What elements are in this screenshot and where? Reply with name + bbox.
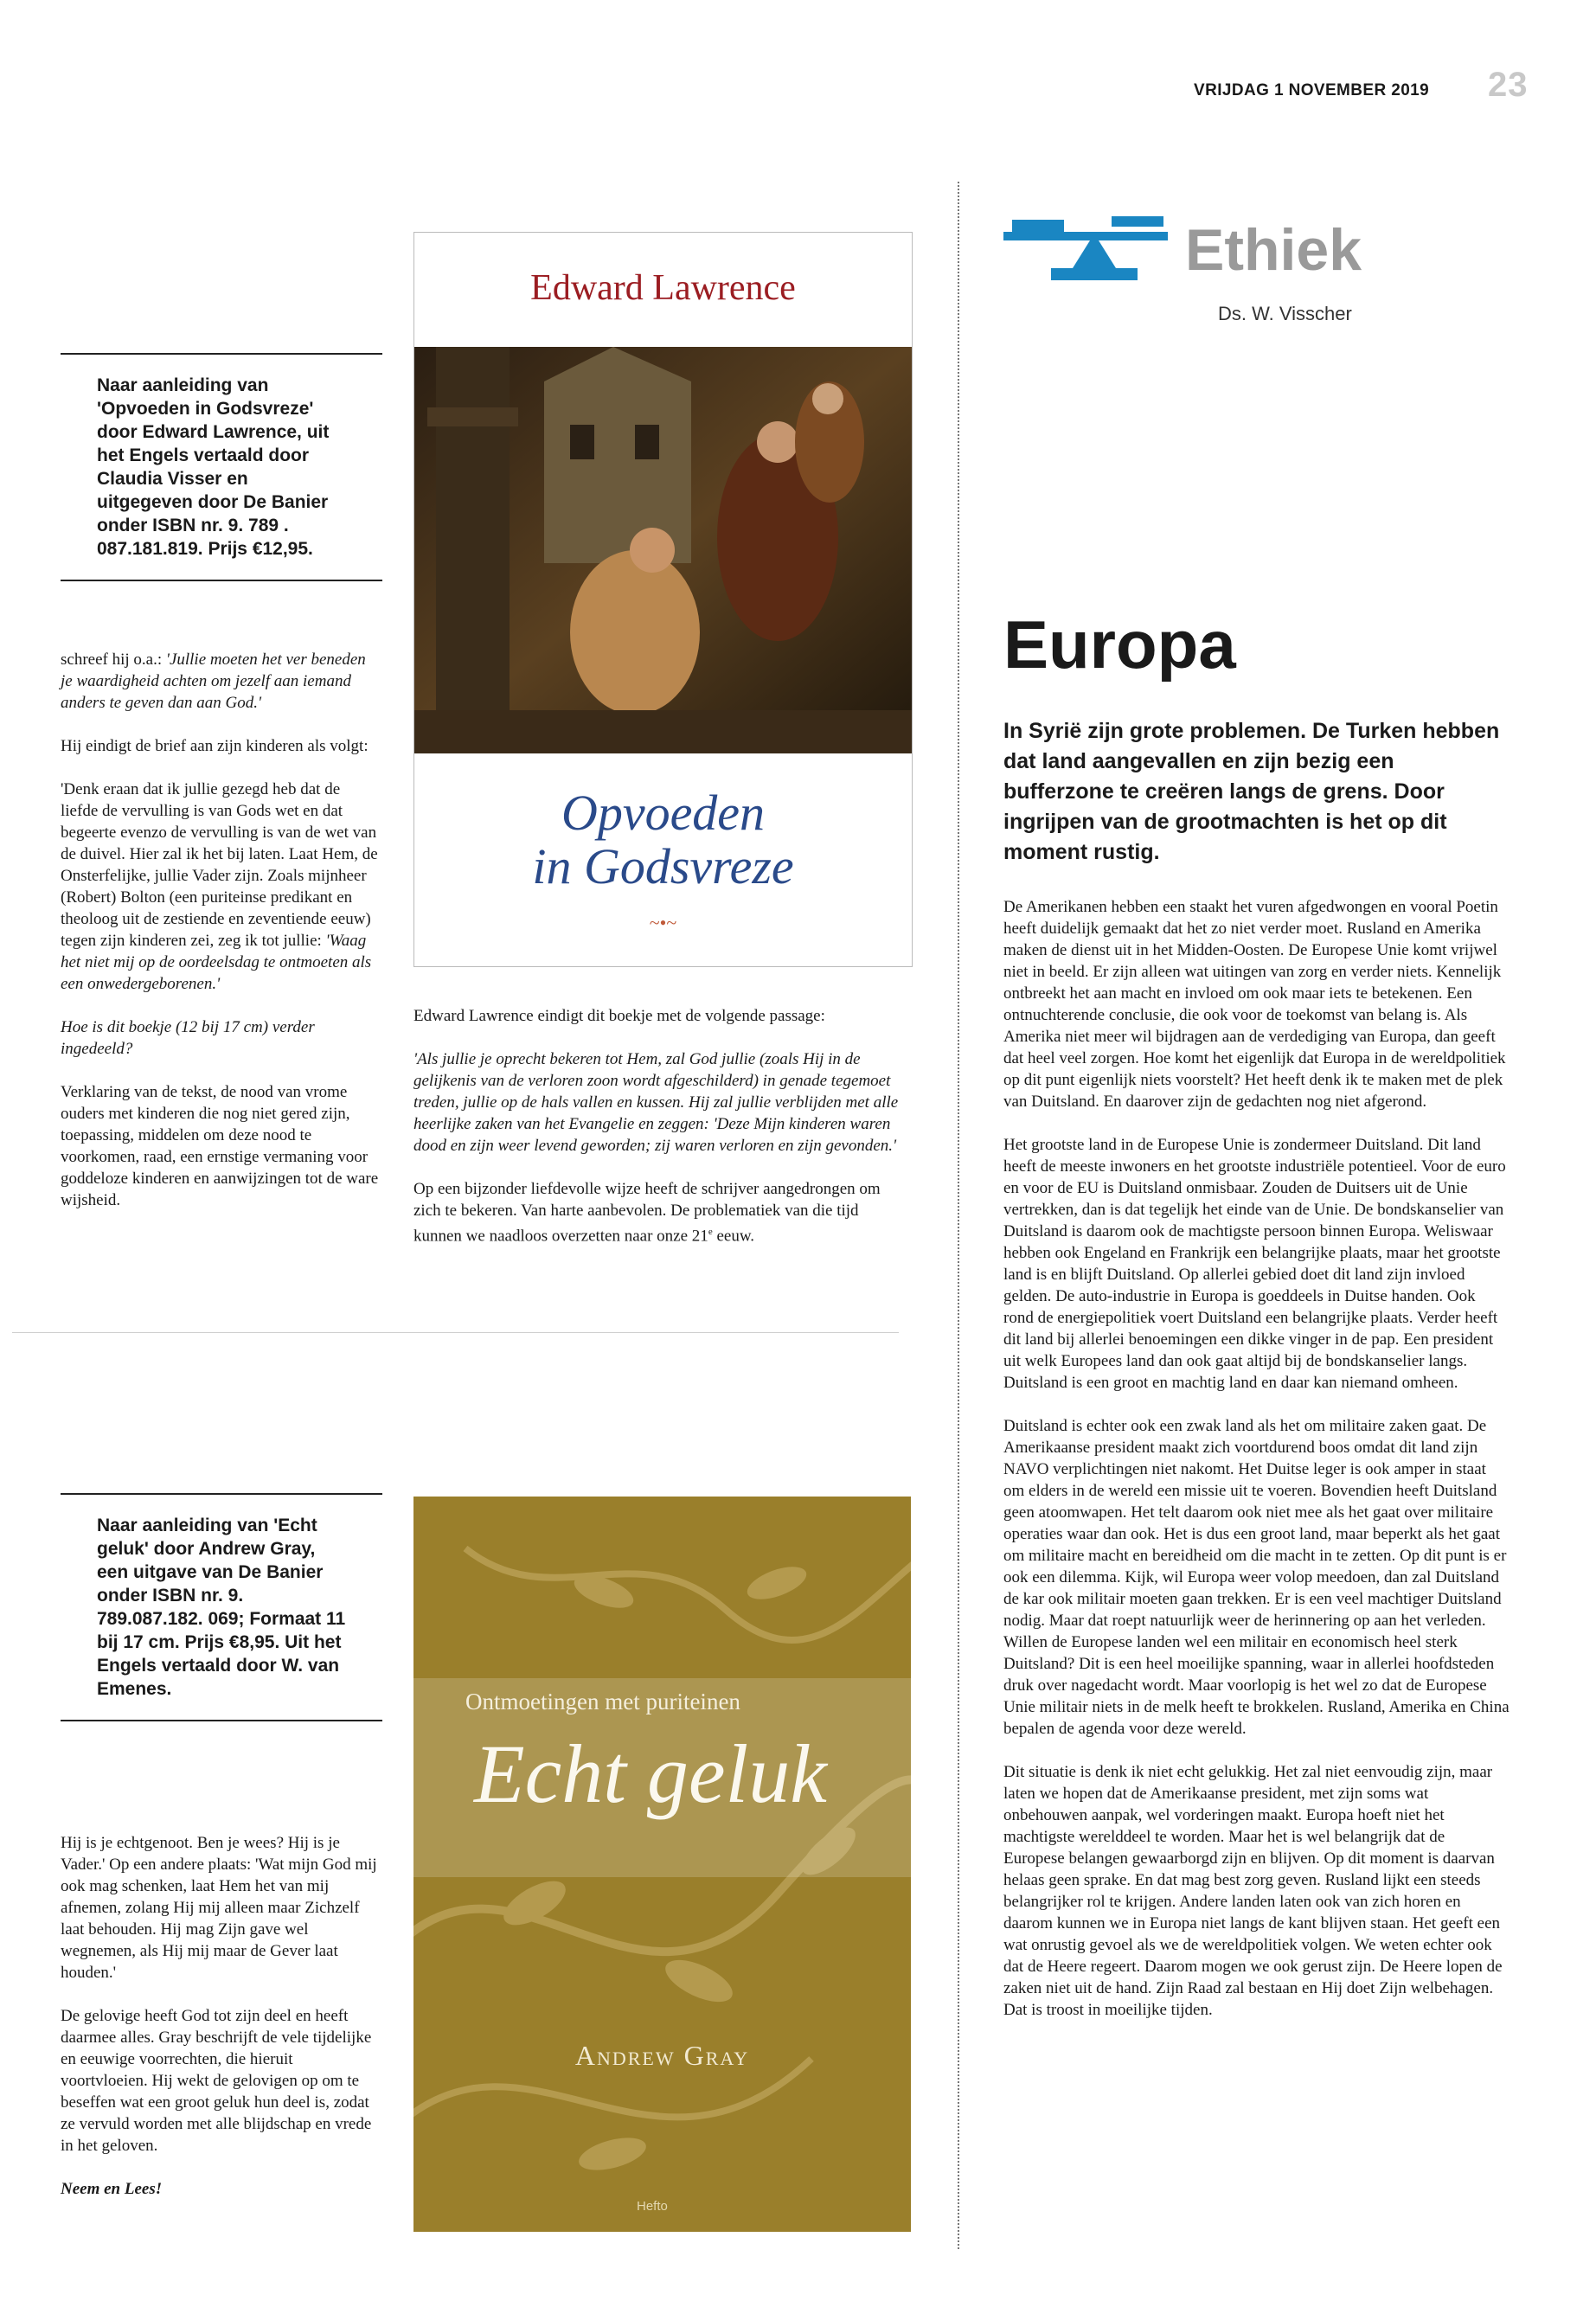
paragraph: Het grootste land in de Europese Unie is zondermeer Duitsland. Dit land heeft de meeste inwoners en het grootste industriële potentieel. Voor de euro en voor de EU is Duitsland onmisbaar. Zouden de Duitsers uit de Unie vertrekken, dan is dat tegelijk het einde van de Unie. De bondskanselier van Duitsland is daarom ook de machtigste persoon binnen Europa. Weliswaar hebben ook Engeland en Frankrijk een belangrijke plaats, maar het grootste land is en blijft Duitsland. Op allerlei gebied doet dit land zijn invloed gelden. De auto-industrie in Europa is goeddeels in Duitse handen. Ook rond de energiepolitiek voert Duitsland een belangrijke plaats. Verder heeft dit land bij allerlei benoemingen een dikke vinger in de pap. Een president uit welk Europees land dan ook gaat altijd bij de bondskanselier langs. Duitsland is een groot en machtig land en daar kan niemand omheen. [1003, 1136, 1506, 1392]
cover-title: Opvoeden in Godsvreze [532, 785, 794, 894]
paragraph: Op een bijzonder liefdevolle wijze heeft de schrijver aangedrongen om zich te bekeren. Van harte aanbevolen. De problematiek van die tijd kunnen we naadloos overzetten naar onze 21e eeuw. [413, 1180, 881, 1246]
paragraph: Edward Lawrence eindigt dit boekje met de volgende passage: [413, 1007, 825, 1025]
balance-scale-icon [1003, 216, 1168, 292]
author-byline: Ds. W. Visscher [1218, 303, 1352, 324]
cover-series: Ontmoetingen met puriteinen [465, 1689, 740, 1715]
paragraph: De Amerikanen hebben een staakt het vuren afgedwongen en vooral Poetin heeft duidelijk gemaakt dat het zo niet verder moet. Rusland en Amerika maken de dienst uit in het Midden-Oosten. De Europese Unie komt vrijwel niet in beeld. Er zijn alleen wat uitingen van zorg en verder niets. Kennelijk ontbreekt het aan macht en invloed om ook maar iets te betekenen. Een ontnuchterende conclusie, die ook voor de toekomst van belang is. Als Amerika niet meer wil bijdragen aan de verdediging van Europa, dan geeft dat heel veel zorgen. Hoe komt het eigenlijk dat Europa in de wereldpolitiek op dit punt eigenlijk niets voorstelt? Het heeft denk ik te maken met de plek van Duitsland. En daarover zijn de gedachten nog niet afgerond. [1003, 898, 1506, 1111]
section-title: Ethiek [1185, 217, 1362, 283]
paragraph: Dit situatie is denk ik niet echt gelukkig. Het zal niet eenvoudig zijn, maar laten we hopen dat de Amerikaanse president, met zijn soms wat onbehouwen aanpak, wel vorderingen maakt. Europa hoeft niet het machtigste werelddeel te worden. Maar het is wel belangrijk dat de Europese belangen gewaarborgd zijn en blijven. Op dit moment is daarvan helaas geen sprake. En dat mag best zorg geven. Rusland lijkt een steeds belangrijker rol te krijgen. Andere landen laten ook van zich horen en daarom kunnen we in Europa niet langs de kant blijven staan. Het geeft een wat onrustig gevoel als we de wereldpolitiek volgen. We weten echter ook dat de Heere regeert. Daarom mogen we ook gerust zijn. De Heere lopen de zaken niet uit de hand. Zijn Raad zal bestaan en Hij doet Zijn welbehagen. Dat is troost in moeilijke tijden. [1003, 1763, 1503, 2019]
cover-title: Echt geluk [474, 1727, 827, 1820]
page-number: 23 [1488, 66, 1529, 104]
paragraph: Duitsland is echter ook een zwak land als het om militaire zaken gaat. De Amerikaanse president maakt zich voortdurend boos omdat dit land zijn NAVO verplichtingen niet nakomt. Het Duitse leger is ook amper in staat om elders in de wereld een missie uit te voeren. Bovendien heeft Duitsland geen atoomwapen. Het telt daarom ook niet mee als het gaat over militaire operaties waar dan ook. Het is dus een groot land, maar beperkt als het gaat om militaire macht en bereidheid om die macht in te zetten. Op dit punt is er ook een dilemma. Kijk, wil Europa weer volop meedoen, dan zal Duitsland de kar ook militair moeten gaan trekken. Er is een veel machtiger Duitsland nodig. Maar dat roept natuurlijk weer de herinnering op aan het verleden. Willen de Europese landen wel een militair en economisch heel sterk Duitsland? Dit is een heel moeilijke spanning, waar in allerlei hoofdsteden druk over nagedacht wordt. Maar voorlopig is het wel zo dat de Europese Unie militair niets in de melk heeft te brokkelen. Rusland, Amerika en China bepalen de agenda voor deze wereld. [1003, 1417, 1509, 1738]
date-line: VRIJDAG 1 NOVEMBER 2019 [1194, 81, 1430, 99]
cover-ornament: ~•~ [649, 912, 677, 933]
book1-middle-column [413, 1005, 911, 1268]
paragraph: De gelovige heeft God tot zijn deel en heeft daarmee alles. Gray beschrijft de vele tijdelijke en eeuwige voorrechten, die hieruit voortvloeien. Hij wekt de gelovigen op om te beseffen wat een groot geluk hun deel is, zodat ze vervuld worden met alle blijdschap en vrede in het geloven. [61, 2007, 372, 2155]
book-cover [413, 1497, 911, 2232]
article-headline: Europa [1003, 606, 1236, 683]
cover-author: Andrew Gray [574, 2040, 750, 2071]
closing-remark: Neem en Lees! [61, 2180, 163, 2198]
book-info-text: Naar aanleiding van 'Opvoeden in Godsvreze' door Edward Lawrence, uit het Engels vertaald door Claudia Visser en uitgegeven door De Banier onder ISBN nr. 9. 789 . 087.181.819. Prijs €12,95. [97, 375, 330, 559]
paragraph: Verklaring van de tekst, de nood van vrome ouders met kinderen die nog niet gered zijn, toepassing, middelen om deze nood te voorkomen, raad, een ernstige vermaning voor goddeloze kinderen en aanwijzingen tot de ware wijsheid. [61, 1083, 379, 1209]
paragraph: 'Als jullie je oprecht bekeren tot Hem, zal God jullie (zoals Hij in de gelijkenis van de verloren zoon wordt afgeschilderd) in genade tegemoet treden, jullie op de hals vallen en kussen. Hij zal jullie verblijden met alle heerlijke zaken van het Evangelie en zeggen: 'Deze Mijn kinderen waren dood en zijn weer levend geworden; zij waren verloren en zijn gevonden.' [413, 1050, 899, 1155]
paragraph: Hij is je echtgenoot. Ben je wees? Hij is je Vader.' Op een andere plaats: 'Wat mijn God mij ook mag schenken, laat Hem het van mij afnemen, zolang Hij mij alleen maar Zichzelf laat behouden. Hij mag Zijn gave wel wegnemen, als Hij mij maar de Gever laat houden.' [61, 1834, 377, 1982]
book1-left-column [61, 649, 381, 1233]
paragraph: Hij eindigt de brief aan zijn kinderen als volgt: [61, 737, 369, 755]
paragraph: schreef hij o.a.: 'Jullie moeten het ver beneden je waardigheid achten om jezelf aan iemand anders te geven dan aan God.' [61, 651, 366, 712]
paragraph: Hoe is dit boekje (12 bij 17 cm) verder ingedeeld? [61, 1018, 315, 1058]
article-body [1003, 896, 1509, 2042]
book-info-box [61, 1493, 382, 1721]
column-divider [958, 182, 959, 2249]
paragraph: 'Denk eraan dat ik jullie gezegd heb dat de liefde de vervulling is van Gods wet en dat begeerte evenzo de vervulling is van de wet van de duivel. Hier zal ik het bij laten. Laat Hem, de Onsterfelijke, jullie Vader zijn. Zoals mijnheer (Robert) Bolton (een puriteinse predikant en theoloog uit de zestiende en zeventiende eeuw) tegen zijn kinderen zei, zeg ik tot jullie: 'Waag het niet mij op de oordeelsdag te ontmoeten als een onwedergeborenen.' [61, 780, 378, 993]
book-info-text: Naar aanleiding van 'Echt geluk' door Andrew Gray, een uitgave van De Banier onder ISBN nr. 9. 789.087.182. 069; Formaat 11 bij 17 cm. Prijs €8,95. Uit het Engels vertaald door W. van Emenes. [97, 1516, 346, 1699]
article-lead: In Syrië zijn grote problemen. De Turken hebben dat land aangevallen en zijn bezig een bufferzone te creëren langs de grens. Door ingrijpen van de grootmachten is het op dit moment rustig. [1003, 719, 1500, 864]
prodigal-son-painting [414, 347, 912, 753]
cover-author: Edward Lawrence [530, 268, 796, 308]
book-cover [413, 232, 913, 967]
publisher-logo: Hefto [637, 2199, 668, 2214]
book-info-box [61, 353, 382, 581]
book2-left-column [61, 1832, 381, 2221]
section-divider [12, 1332, 899, 1333]
